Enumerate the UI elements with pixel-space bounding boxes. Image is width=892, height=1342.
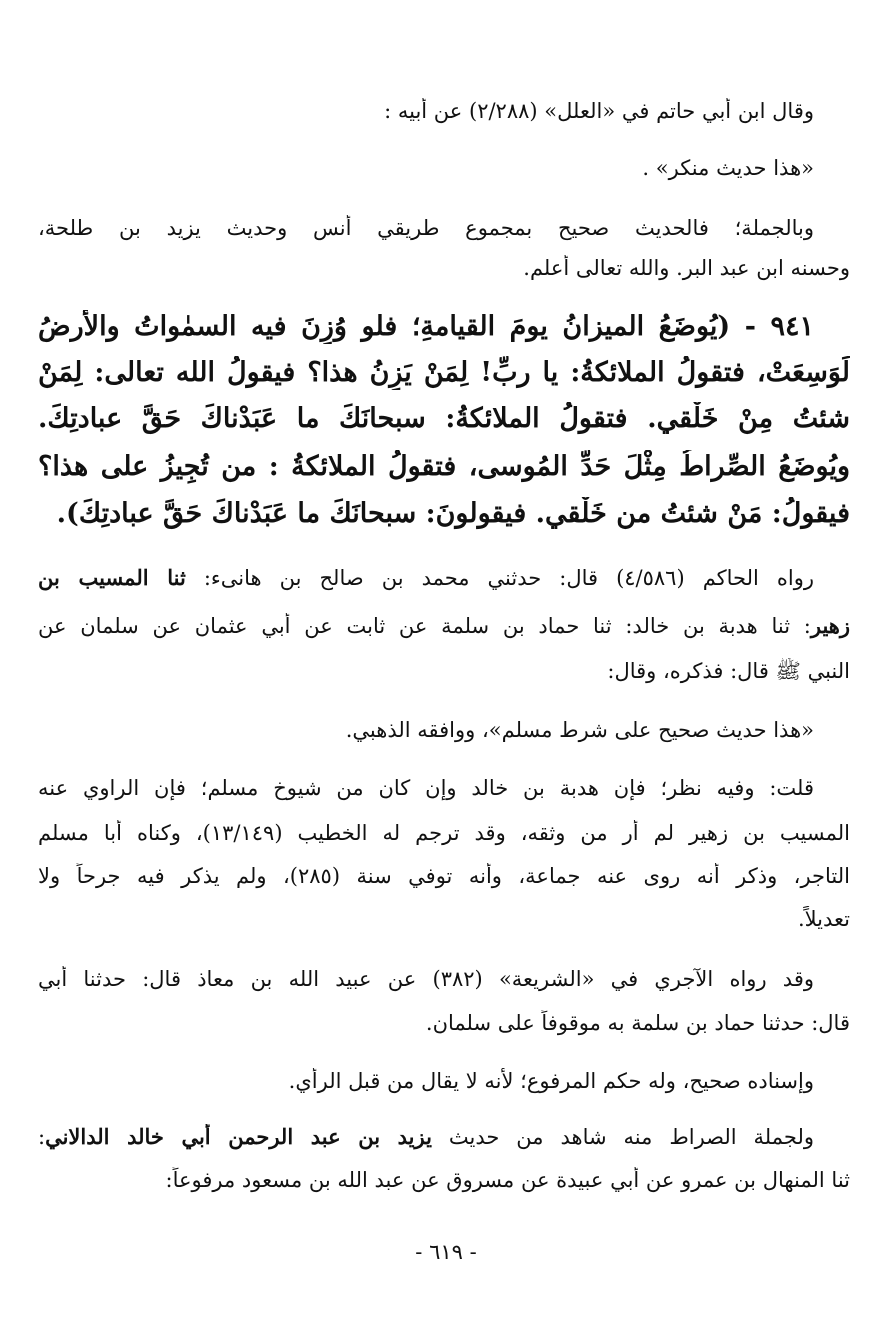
text-line: قلت: وفيه نظر؛ فإن هدبة بن خالد وإن كان من شيوخ مسلم؛ فإن الراوي عنه [38,776,814,800]
text-line: النبي ﷺ قال: فذكره، وقال: [607,659,850,683]
text-line [38,1124,814,1150]
text-line [38,565,814,591]
text-segment: : [38,1125,46,1149]
hadith-line: ويُوضَعُ الصِّراطُ مِثْلَ حَدِّ المُوسى، فتقولُ الملائكةُ : من تُجِيزُ على هذا؟ [38,451,850,482]
hadith-line: ٩٤١ - (يُوضَعُ الميزانُ يومَ القيامةِ؛ فلو وُزِنَ فيه السمٰواتُ والأرضُ [38,311,814,342]
text-line: وبالجملة؛ فالحديث صحيح بمجموع طريقي أنس وحديث يزيد بن طلحة، [38,216,814,240]
narrator-name: زهير [810,613,850,638]
narrator-name: ثنا المسيب بن [38,565,186,590]
text-line: قال: حدثنا حماد بن سلمة به موقوفاً على سلمان. [425,1011,850,1035]
quote-line: «هذا حديث منكر» . [642,156,814,180]
text-line: المسيب بن زهير لم أر من وثقه، وقد ترجم له الخطيب (١٣/١٤٩)، وكناه أبا مسلم [38,821,850,845]
hadith-line: فيقولُ: مَنْ شئتُ من خَلْقي. فيقولونَ: سبحانَكَ ما عَبَدْناكَ حَقَّ عبادتِكَ). [56,498,850,529]
page-number: - ٦١٩ - [415,1240,477,1264]
quote-line: «هذا حديث صحيح على شرط مسلم»، ووافقه الذهبي. [345,718,814,742]
narrator-name: يزيد بن عبد الرحمن أبي خالد الدالاني [45,1124,432,1149]
text-line: وقد رواه الآجري في «الشريعة» (٣٨٢) عن عبيد الله بن معاذ قال: حدثنا أبي [38,967,814,991]
text-segment: : ثنا هدبة بن خالد: ثنا حماد بن سلمة عن ثابت عن أبي عثمان عن سلمان عن [38,614,811,638]
text-line: وقال ابن أبي حاتم في «العلل» (٢/٢٨٨) عن أبيه : [384,99,814,123]
text-line [38,613,850,639]
text-line: ثنا المنهال بن عمرو عن أبي عبيدة عن مسروق عن عبد الله بن مسعود مرفوعاً: [165,1168,850,1192]
text-line: التاجر، وذكر أنه روى عنه جماعة، وأنه توفي سنة (٢٨٥)، ولم يذكر فيه جرحاً ولا [38,864,850,888]
text-segment: ولجملة الصراط منه شاهد من حديث [431,1125,814,1149]
text-segment: رواه الحاكم (٤/٥٨٦) قال: حدثني محمد بن صالح بن هانىء: [185,566,814,590]
text-line: تعديلاً. [797,907,850,931]
text-line: وحسنه ابن عبد البر. والله تعالى أعلم. [523,256,850,280]
text-line: وإسناده صحيح، وله حكم المرفوع؛ لأنه لا يقال من قبل الرأي. [288,1069,814,1093]
hadith-line: لَوَسِعَتْ، فتقولُ الملائكةُ: يا ربِّ! لِمَنْ يَزِنُ هذا؟ فيقولُ الله تعالى: لِمَنْ [38,357,850,388]
hadith-line: شئتُ مِنْ خَلْقي. فتقولُ الملائكةُ: سبحانَكَ ما عَبَدْناكَ حَقَّ عبادتِكَ. [38,403,850,434]
